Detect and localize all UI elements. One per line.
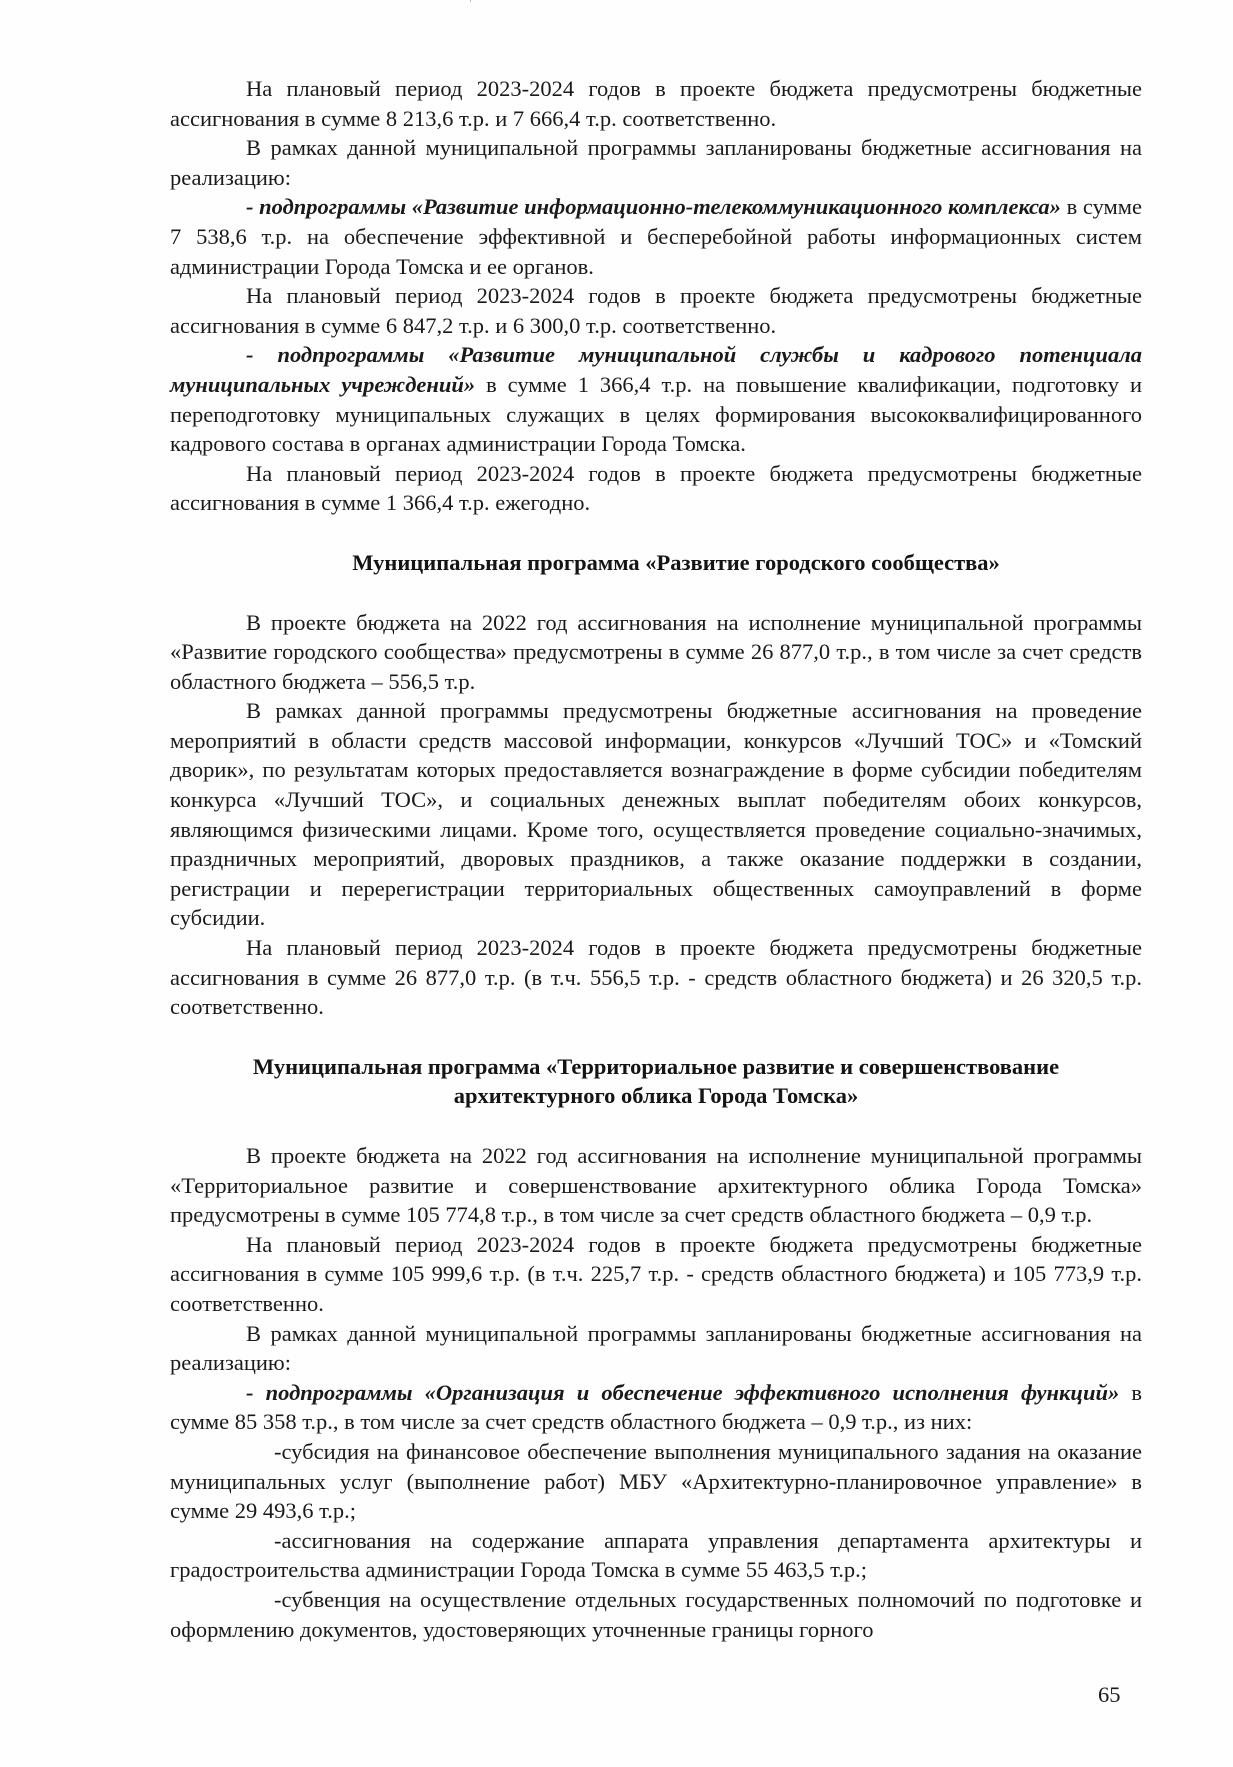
subprogram-personnel-title: - подпрограммы «Развитие муниципальной службы и кадрового потенциала муниципальных учреждений» xyxy=(170,342,1142,397)
paragraph-planning-period-1: На плановый период 2023-2024 годов в проекте бюджета предусмотрены бюджетные ассигнования в сумме 8 213,6 т.р. и 7 666,4 т.р. соответственно. xyxy=(170,76,1142,131)
paragraph-subprogram-telecom xyxy=(170,192,1142,281)
subprogram-telecom-text: в сумме 7 538,6 т.р. на обеспечение эффективной и бесперебойной работы информационных систем администрации Города Томска и ее органов. xyxy=(170,194,1143,279)
scan-artifact xyxy=(470,0,471,2)
heading-community-program: Муниципальная программа «Развитие городского сообщества» xyxy=(352,549,1000,575)
paragraph-community-budget: В проекте бюджета на 2022 год ассигнования на исполнение муниципальной программы «Развитие городского сообщества» предусмотрены в сумме 26 877,0 т.р., в том числе за счет средств областного бюджета – 556,5 т.р. xyxy=(170,609,1142,694)
subprogram-functions-text: в сумме 85 358 т.р., в том числе за счет средств областного бюджета – 0,9 т.р., из них: xyxy=(170,1379,1143,1435)
paragraph-program-intro-1: В рамках данной муниципальной программы запланированы бюджетные ассигнования на реализацию: xyxy=(170,135,1142,190)
paragraph-community-activities: В рамках данной программы предусмотрены бюджетные ассигнования на проведение мероприятий в области средств массовой информации, конкурсов «Лучший ТОС» и «Томский дворик», по результатам которых предоставляется вознаграждение в форме субсидии победителям конкурса «Лучший ТОС», и социальных денежных выплат победителям обоих конкурсов, являющимся физическими лицами. Кроме того, осуществляется проведение социально-значимых, праздничных мероприятий, дворовых праздников, а также оказание поддержки в создании, регистрации и перерегистрации территориальных общественных самоуправлений в форме субсидии. xyxy=(170,698,1142,931)
list-item-subsidy: -субсидия на финансовое обеспечение выполнения муниципального задания на оказание муниципальных услуг (выполнение работ) МБУ «Архитектурно-планировочное управление» в сумме 29 493,6 т.р.; xyxy=(170,1438,1142,1524)
list-item-apparatus: -ассигнования на содержание аппарата управления департамента архитектуры и градостроительства администрации Города Томска в сумме 55 463,5 т.р.; xyxy=(170,1527,1142,1583)
subprogram-functions-title: - подпрограммы «Организация и обеспечение эффективного исполнения функций» xyxy=(246,1379,1120,1405)
heading-territorial-line2: архитектурного облика Города Томска» xyxy=(453,1083,859,1109)
paragraph-planning-period-3: На плановый период 2023-2024 годов в проекте бюджета предусмотрены бюджетные ассигнования в сумме 1 366,4 т.р. ежегодно. xyxy=(170,460,1142,516)
page-number: 65 xyxy=(1098,1682,1121,1707)
paragraph-territorial-budget: В проекте бюджета на 2022 год ассигнования на исполнение муниципальной программы «Территориальное развитие и совершенствование архитектурного облика Города Томска» предусмотрены в сумме 105 774,8 т.р., в том числе за счет средств областного бюджета – 0,9 т.р. xyxy=(170,1143,1142,1228)
list-item-subvention: -субвенция на осуществление отдельных государственных полномочий по подготовке и оформлению документов, удостоверяющих уточненные границы горного xyxy=(170,1586,1142,1642)
paragraph-subprogram-personnel xyxy=(170,340,1142,458)
paragraph-planning-period-2: На плановый период 2023-2024 годов в проекте бюджета предусмотрены бюджетные ассигнования в сумме 6 847,2 т.р. и 6 300,0 т.р. соответственно. xyxy=(170,283,1142,338)
paragraph-planning-period-5: На плановый период 2023-2024 годов в проекте бюджета предусмотрены бюджетные ассигнования в сумме 105 999,6 т.р. (в т.ч. 225,7 т.р. - средств областного бюджета) и 105 773,9 т.р. соответственно. xyxy=(170,1231,1142,1316)
paragraph-program-intro-2: В рамках данной муниципальной программы запланированы бюджетные ассигнования на реализацию: xyxy=(170,1320,1142,1376)
paragraph-planning-period-4: На плановый период 2023-2024 годов в проекте бюджета предусмотрены бюджетные ассигнования в сумме 26 877,0 т.р. (в т.ч. 556,5 т.р. - средств областного бюджета) и 26 320,5 т.р. соответственно. xyxy=(170,935,1142,1020)
heading-territorial-line1: Муниципальная программа «Территориальное развитие и совершенствование xyxy=(252,1053,1060,1079)
paragraph-subprogram-functions xyxy=(170,1378,1142,1437)
subprogram-personnel-text: в сумме 1 366,4 т.р. на повышение квалификации, подготовку и переподготовку муниципальных служащих в целях формирования высококвалифицированного кадрового состава в органах администрации Города Томска. xyxy=(170,371,1142,457)
subprogram-telecom-title: - подпрограммы «Развитие информационно-телекоммуникационного комплекса» xyxy=(246,194,1061,220)
document-body xyxy=(170,74,1142,1644)
heading-territorial-program xyxy=(170,1052,1142,1111)
